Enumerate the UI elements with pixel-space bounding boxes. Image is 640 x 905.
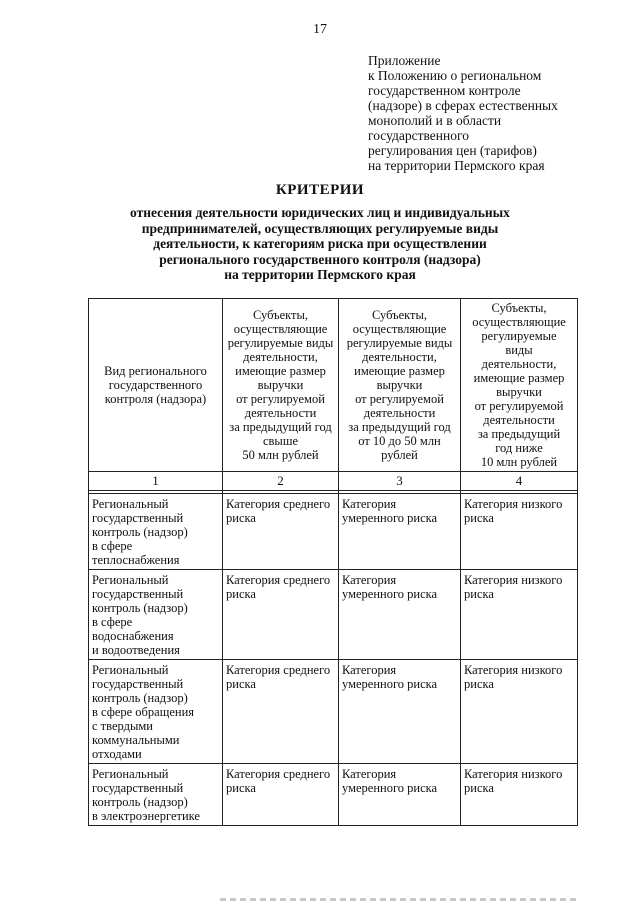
cell-line: теплоснабжения (92, 553, 180, 567)
cell-line: государственный (92, 677, 184, 691)
header-revenue-over-50 (223, 299, 339, 472)
table-row (89, 570, 578, 660)
header-line: 50 млн рублей (242, 448, 319, 462)
control-type-cell (89, 660, 223, 764)
cell-line: Категория (342, 663, 397, 677)
header-line: Субъекты, (371, 308, 428, 322)
cell-line: риска (226, 587, 256, 601)
cell-line: риска (464, 677, 494, 691)
risk-category-cell (223, 494, 339, 570)
cell-line: государственный (92, 781, 184, 795)
appendix-line: регулирования цен (тарифов) (368, 143, 537, 158)
cell-line: риска (226, 781, 256, 795)
subtitle-line: деятельности, к категориям риска при осуществлении (153, 236, 487, 251)
header-line: контроля (надзора) (104, 392, 207, 406)
cell-line: контроль (надзор) (92, 795, 188, 809)
header-line: год ниже (495, 441, 543, 455)
appendix-line: на территории Пермского края (368, 158, 545, 173)
risk-category-cell (461, 570, 578, 660)
cell-line: в сфере обращения (92, 705, 195, 719)
cell-line: Категория (342, 573, 397, 587)
header-revenue-under-10 (461, 299, 578, 472)
header-line: 10 млн рублей (480, 455, 558, 469)
risk-category-cell (339, 494, 461, 570)
cell-line: в сфере (92, 615, 133, 629)
cell-line: риска (226, 677, 256, 691)
appendix-line: Приложение (368, 53, 441, 68)
cell-line: риска (464, 587, 494, 601)
cell-line: Категория (342, 497, 397, 511)
header-line: Вид регионального (104, 364, 207, 378)
column-number: 3 (339, 472, 461, 491)
cell-line: Категория (342, 767, 397, 781)
header-line: за предыдущий год (348, 420, 451, 434)
cell-line: Региональный (92, 767, 169, 781)
header-line: деятельности (363, 406, 436, 420)
control-type-cell (89, 570, 223, 660)
appendix-line: государственного (368, 128, 469, 143)
cell-line: водоснабжения (92, 629, 174, 643)
header-line: Субъекты, (252, 308, 309, 322)
cell-line: умеренного риска (342, 511, 438, 525)
page-number: 17 (313, 22, 327, 37)
header-line: за предыдущий (477, 427, 561, 441)
risk-category-cell (461, 660, 578, 764)
header-line: от регулируемой (474, 399, 564, 413)
cell-line: Категория низкого (464, 573, 563, 587)
cell-line: Региональный (92, 573, 169, 587)
header-line: выручки (257, 378, 304, 392)
cell-line: в электроэнергетике (92, 809, 200, 823)
risk-category-cell (339, 660, 461, 764)
header-line: Субъекты, (491, 301, 547, 315)
cell-line: с твердыми (92, 719, 153, 733)
cell-line: Категория низкого (464, 767, 563, 781)
header-line: деятельности, (481, 357, 557, 371)
risk-category-cell (339, 570, 461, 660)
header-line: имеющие размер (354, 364, 445, 378)
header-line: от 10 до 50 млн (358, 434, 441, 448)
appendix-line: государственном контроле (368, 83, 521, 98)
table-row (89, 660, 578, 764)
risk-category-cell (339, 764, 461, 826)
document-title: КРИТЕРИИ (275, 182, 365, 198)
header-line: от регулируемой (355, 392, 444, 406)
header-line: деятельности (483, 413, 555, 427)
risk-category-cell (223, 660, 339, 764)
risk-category-cell (223, 570, 339, 660)
header-line: рублей (381, 448, 418, 462)
cell-line: Региональный (92, 497, 169, 511)
column-numbers-row (89, 472, 578, 491)
cell-line: риска (226, 511, 256, 525)
cell-line: и водоотведения (92, 643, 180, 657)
control-type-cell (89, 494, 223, 570)
control-type-cell (89, 764, 223, 826)
table-row (89, 764, 578, 826)
cell-line: Категория среднего (226, 767, 331, 781)
table-row (89, 494, 578, 570)
header-line: регулируемые (481, 329, 557, 343)
column-number: 1 (89, 472, 223, 491)
header-line: регулируемые виды (346, 336, 453, 350)
cell-line: Категория низкого (464, 663, 563, 677)
header-revenue-10-50 (339, 299, 461, 472)
subtitle-line: предпринимателей, осуществляющих регулируемые виды (141, 220, 499, 236)
appendix-line: (надзоре) в сферах естественных (368, 98, 558, 113)
appendix-line: монополий и в области (368, 113, 502, 128)
cell-line: коммунальными (92, 733, 180, 747)
header-line: свыше (262, 434, 299, 448)
header-line: государственного (108, 378, 203, 392)
criteria-table (88, 298, 578, 826)
appendix-line: к Положению о региональном (368, 68, 542, 83)
cell-line: контроль (надзор) (92, 601, 188, 615)
cell-line: контроль (надзор) (92, 691, 188, 705)
header-line: за предыдущий год (229, 420, 332, 434)
cell-line: государственный (92, 511, 184, 525)
cell-line: Категория среднего (226, 497, 331, 511)
cell-line: в сфере (92, 539, 133, 553)
cell-line: Категория среднего (226, 573, 331, 587)
header-line: деятельности (244, 406, 317, 420)
cell-line: Региональный (92, 663, 169, 677)
header-line: виды (505, 343, 533, 357)
cell-line: умеренного риска (342, 781, 438, 795)
header-line: имеющие размер (235, 364, 326, 378)
header-line: осуществляющие (352, 322, 447, 336)
risk-category-cell (461, 494, 578, 570)
cell-line: отходами (92, 747, 142, 761)
column-number: 4 (461, 472, 578, 491)
header-line: деятельности, (243, 350, 318, 364)
cell-line: умеренного риска (342, 677, 438, 691)
cell-line: Категория низкого (464, 497, 563, 511)
cell-line: государственный (92, 587, 184, 601)
risk-category-cell (461, 764, 578, 826)
header-control-type (89, 299, 223, 472)
cell-line: контроль (надзор) (92, 525, 188, 539)
subtitle-line: на территории Пермского края (224, 267, 416, 282)
header-line: выручки (496, 385, 542, 399)
document-subtitle (0, 205, 640, 283)
table-header-row (89, 299, 578, 472)
appendix-note (368, 53, 618, 173)
subtitle-line: отнесения деятельности юридических лиц и индивидуальных (130, 205, 510, 220)
subtitle-line: регионального государственного контроля (надзора) (159, 251, 481, 267)
header-line: от регулируемой (236, 392, 325, 406)
header-line: осуществляющие (472, 315, 566, 329)
scan-artifact (220, 898, 580, 901)
header-line: выручки (376, 378, 423, 392)
column-number: 2 (223, 472, 339, 491)
cell-line: Категория среднего (226, 663, 331, 677)
header-line: регулируемые виды (227, 336, 334, 350)
header-line: осуществляющие (233, 322, 328, 336)
cell-line: риска (464, 511, 494, 525)
cell-line: умеренного риска (342, 587, 438, 601)
risk-category-cell (223, 764, 339, 826)
cell-line: риска (464, 781, 494, 795)
header-line: имеющие размер (473, 371, 565, 385)
header-line: деятельности, (362, 350, 437, 364)
